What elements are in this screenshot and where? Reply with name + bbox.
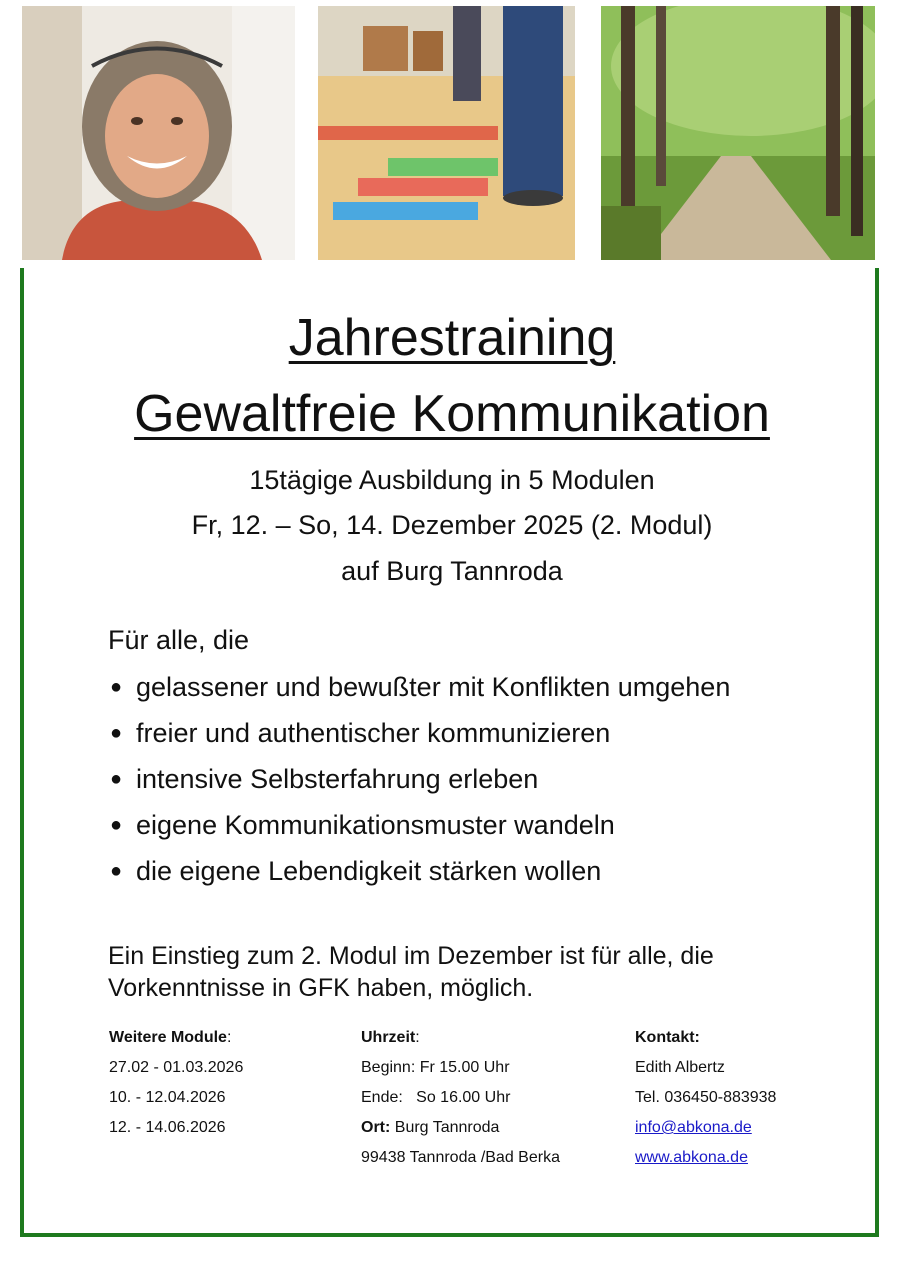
trainer-portrait-photo bbox=[22, 6, 295, 260]
audience-list-item: ● freier und authentischer kommunizieren bbox=[110, 718, 611, 748]
event-dates: Fr, 12. – So, 14. Dezember 2025 (2. Modul) bbox=[191, 510, 713, 540]
place-label: Ort: bbox=[361, 1119, 391, 1136]
schedule-begin: Beginn: Fr 15.00 Uhr bbox=[361, 1059, 510, 1076]
bullet-icon: ● bbox=[110, 676, 123, 698]
modules-column: Weitere Module: 27.02 - 01.03.2026 10. - 12.04.2026 12. - 14.06.2026 bbox=[109, 1023, 243, 1143]
forest-path-photo bbox=[601, 6, 875, 260]
event-location: auf Burg Tannroda bbox=[341, 556, 563, 586]
contact-phone: Tel. 036450-883938 bbox=[635, 1089, 777, 1106]
audience-list-item: ● intensive Selbsterfahrung erleben bbox=[110, 764, 539, 794]
contact-column bbox=[635, 1023, 776, 1173]
module-date: 12. - 14.06.2026 bbox=[109, 1119, 226, 1136]
contact-heading: Kontakt: bbox=[635, 1029, 700, 1046]
schedule-column: Uhrzeit: Beginn: Fr 15.00 Uhr Ende: So 16.00 Uhr Ort: Burg Tannroda 99438 Tannroda /Bad Berka bbox=[361, 1023, 560, 1173]
schedule-end: Ende: So 16.00 Uhr bbox=[361, 1089, 511, 1106]
audience-list-item: ● die eigene Lebendigkeit stärken wollen bbox=[110, 856, 602, 886]
bullet-icon: ● bbox=[110, 722, 123, 744]
audience-section bbox=[108, 625, 828, 900]
module-date: 27.02 - 01.03.2026 bbox=[109, 1059, 244, 1076]
place-address: 99438 Tannroda /Bad Berka bbox=[361, 1149, 560, 1166]
bullet-icon: ● bbox=[110, 814, 123, 836]
audience-intro: Für alle, die bbox=[108, 625, 250, 655]
entry-note: Ein Einstieg zum 2. Modul im Dezember ist für alle, die Vorkenntnisse in GFK haben, möglich. bbox=[108, 942, 714, 1002]
training-floor-cards-photo bbox=[318, 6, 575, 260]
audience-list-item: ● eigene Kommunikationsmuster wandeln bbox=[110, 810, 615, 840]
contact-name: Edith Albertz bbox=[635, 1059, 725, 1076]
audience-list-item: ● gelassener und bewußter mit Konflikten umgehen bbox=[110, 672, 731, 702]
contact-website-link[interactable]: www.abkona.de bbox=[635, 1149, 748, 1166]
course-subtitle: 15tägige Ausbildung in 5 Modulen bbox=[249, 465, 655, 495]
module-date: 10. - 12.04.2026 bbox=[109, 1089, 226, 1106]
audience-list bbox=[108, 670, 828, 888]
schedule-heading: Uhrzeit bbox=[361, 1029, 416, 1046]
page-title-line2: Gewaltfreie Kommunikation bbox=[134, 385, 770, 443]
bullet-icon: ● bbox=[110, 860, 123, 882]
place-value: Burg Tannroda bbox=[390, 1119, 500, 1136]
modules-heading: Weitere Module bbox=[109, 1029, 227, 1046]
contact-email-link[interactable]: info@abkona.de bbox=[635, 1119, 752, 1136]
bullet-icon: ● bbox=[110, 768, 123, 790]
page-title-line1: Jahrestraining bbox=[288, 309, 616, 367]
